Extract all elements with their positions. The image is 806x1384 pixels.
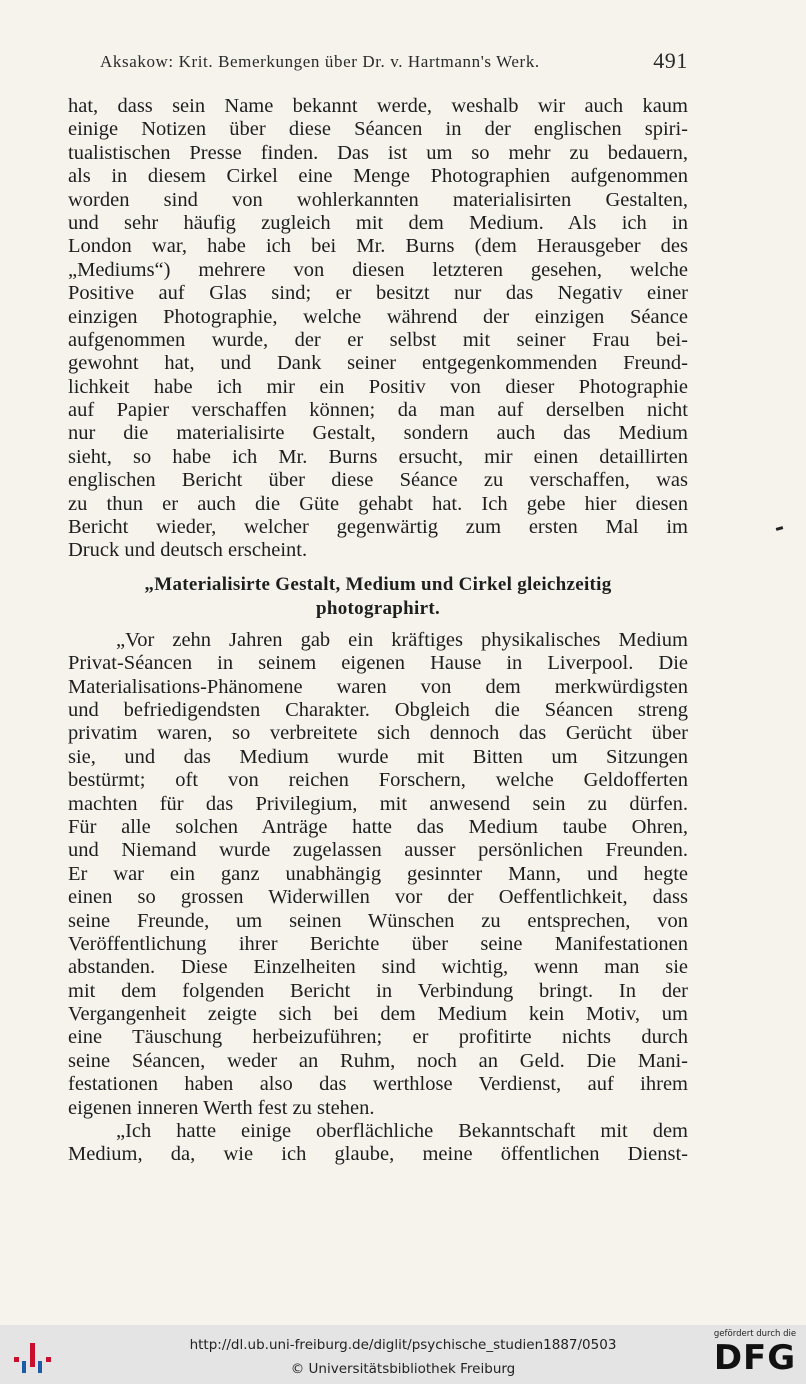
text-line: „Ich hatte einige oberflächliche Bekanntschaft mit dem — [116, 1120, 688, 1143]
text-line: Positive auf Glas sind; er besitzt nur das Negativ einer — [68, 282, 688, 305]
text-line: privatim waren, so verbreitete sich dennoch das Gerücht über — [68, 722, 688, 745]
dfg-wordmark: DFG — [713, 1338, 797, 1378]
text-line: zu thun er auch die Güte gehabt hat. Ich gebe hier diesen — [68, 492, 688, 515]
heading-line: photographirt. — [315, 597, 441, 619]
text-line: eigenen inneren Werth fest zu stehen. — [68, 1096, 375, 1119]
text-line: Bericht wieder, welcher gegenwärtig zum ersten Mal im — [68, 516, 688, 539]
text-line: gewohnt hat, und Dank seiner entgegenkommenden Freund- — [68, 352, 688, 375]
text-line: Materialisations-Phänomene waren von dem merkwürdigsten — [68, 675, 688, 698]
running-head — [100, 48, 688, 78]
text-line: festationen haben also das werthlose Verdienst, auf ihrem — [68, 1073, 688, 1096]
text-line: Privat-Séancen in seinem eigenen Hause in Liverpool. Die — [68, 652, 688, 675]
text-line: machten für das Privilegium, mit anwesend sein zu dürfen. — [68, 792, 688, 815]
text-line: seine Freunde, um seinen Wünschen zu entsprechen, von — [68, 909, 688, 932]
text-line: mit dem folgenden Bericht in Verbindung bringt. In der — [68, 979, 688, 1002]
permalink-url[interactable]: http://dl.ub.uni-freiburg.de/diglit/psychische_studien1887/0503 — [189, 1337, 617, 1353]
viewer-footer — [0, 1325, 806, 1384]
copyright-notice: © Universitätsbibliothek Freiburg — [290, 1361, 516, 1377]
text-line: einen so grossen Widerwillen vor der Oeffentlichkeit, dass — [68, 886, 688, 909]
body-text — [68, 95, 688, 1167]
text-line: einige Notizen über diese Séancen in der englischen spiri- — [68, 118, 688, 141]
text-line: Für alle solchen Anträge hatte das Medium taube Ohren, — [68, 815, 688, 838]
paragraph-3 — [68, 1120, 688, 1167]
text-line: Medium, da, wie ich glaube, meine öffentlichen Dienst- — [68, 1143, 688, 1166]
text-line: einzigen Photographie, welche während der einzigen Séance — [68, 305, 688, 328]
text-line: worden sind von wohlerkannten materialisirten Gestalten, — [68, 188, 688, 211]
text-line: sieht, so habe ich Mr. Burns ersucht, mir einen detaillirten — [68, 445, 688, 468]
text-line: aufgenommen wurde, der er selbst mit seiner Frau bei- — [68, 328, 688, 351]
text-line: und sehr häufig zugleich mit dem Medium. Als ich in — [68, 211, 688, 234]
text-line: Vergangenheit zeigte sich bei dem Medium kein Motiv, um — [68, 1003, 688, 1026]
text-line: englischen Bericht über diese Séance zu verschaffen, was — [68, 469, 688, 492]
paragraph-1 — [68, 95, 688, 563]
page-number: 491 — [653, 48, 688, 73]
text-line: abstanden. Diese Einzelheiten sind wichtig, wenn man sie — [68, 956, 688, 979]
text-line: und Niemand wurde zugelassen ausser persönlichen Freunden. — [68, 839, 688, 862]
section-heading — [68, 573, 688, 621]
paragraph-2 — [68, 629, 688, 1120]
text-line: Er war ein ganz unabhängig gesinnter Mann, und hegte — [68, 862, 688, 885]
text-line: auf Papier verschaffen können; da man auf derselben nicht — [68, 399, 688, 422]
text-line: London war, habe ich bei Mr. Burns (dem Herausgeber des — [68, 235, 688, 258]
text-line: eine Täuschung herbeizuführen; er profitirte nichts durch — [68, 1026, 688, 1049]
dfg-tagline: gefördert durch die — [713, 1329, 797, 1339]
running-title: Aksakow: Krit. Bemerkungen über Dr. v. Hartmann's Werk. — [100, 52, 540, 71]
text-line: nur die materialisirte Gestalt, sondern auch das Medium — [68, 422, 688, 445]
text-line: „Vor zehn Jahren gab ein kräftiges physikalisches Medium — [116, 628, 688, 651]
text-line: lichkeit habe ich mir ein Positiv von dieser Photographie — [68, 375, 688, 398]
heading-line: „Materialisirte Gestalt, Medium und Cirkel gleichzeitig — [144, 573, 612, 595]
text-line: Druck und deutsch erscheint. — [68, 539, 308, 562]
text-line: tualistischen Presse finden. Das ist um so mehr zu bedauern, — [68, 141, 688, 164]
text-line: als in diesem Cirkel eine Menge Photographien aufgenommen — [68, 165, 688, 188]
text-line: und befriedigendsten Charakter. Obgleich die Séancen streng — [68, 698, 688, 721]
dfg-logo[interactable] — [712, 1329, 798, 1381]
text-line: „Mediums“) mehrere von diesen letzteren gesehen, welche — [68, 258, 688, 281]
text-line: sie, und das Medium wurde mit Bitten um Sitzungen — [68, 745, 688, 768]
ink-mark — [776, 526, 784, 531]
text-line: bestürmt; oft von reichen Forschern, welche Geldofferten — [68, 769, 688, 792]
text-line: Veröffentlichung ihrer Berichte über seine Manifestationen — [68, 932, 688, 955]
text-line: seine Séancen, weder an Ruhm, noch an Geld. Die Mani- — [68, 1049, 688, 1072]
text-line: hat, dass sein Name bekannt werde, weshalb wir auch kaum — [68, 95, 688, 117]
